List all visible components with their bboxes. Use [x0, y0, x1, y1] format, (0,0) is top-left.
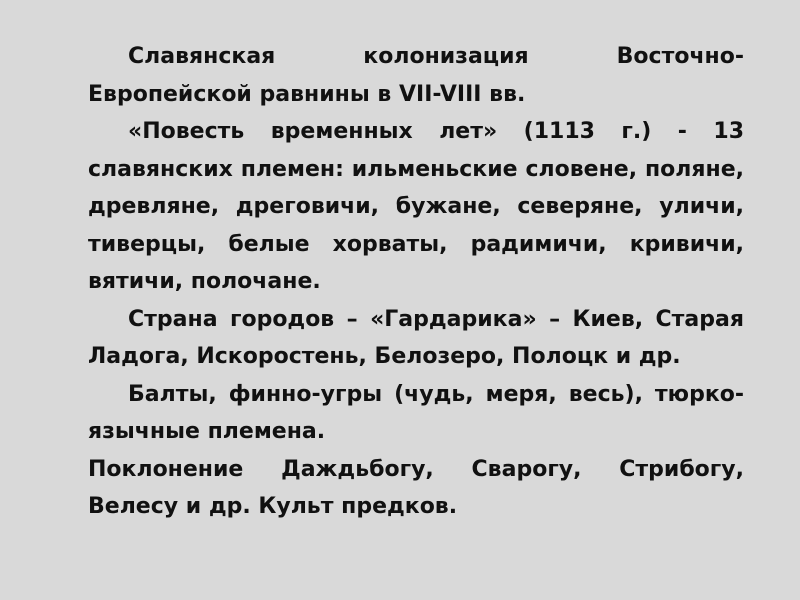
paragraph-neighbor-peoples: Балты, финно-угры (чудь, меря, весь), тюрко-язычные племена.	[88, 381, 744, 444]
paragraph-slavic-colonization: Славянская колонизация Восточно-Европейской равнины в VII-VIII вв.	[88, 44, 744, 107]
paragraph-gardarika: Страна городов – «Гардарика» – Киев, Старая Ладога, Искоростень, Белозеро, Полоцк и др.	[88, 306, 744, 369]
paragraph-slavic-tribes: «Повесть временных лет» (1113 г.) - 13 славянских племен: ильменьские словене, поляне, древляне, дреговичи, бужане, северяне, уличи, тиверцы, белые хорваты, радимичи, кривичи, вятичи, полочане.	[88, 119, 744, 294]
paragraph-worship: Поклонение Даждьбогу, Сварогу, Стрибогу, Велесу и др. Культ предков.	[88, 456, 744, 519]
slide-body	[88, 38, 744, 526]
